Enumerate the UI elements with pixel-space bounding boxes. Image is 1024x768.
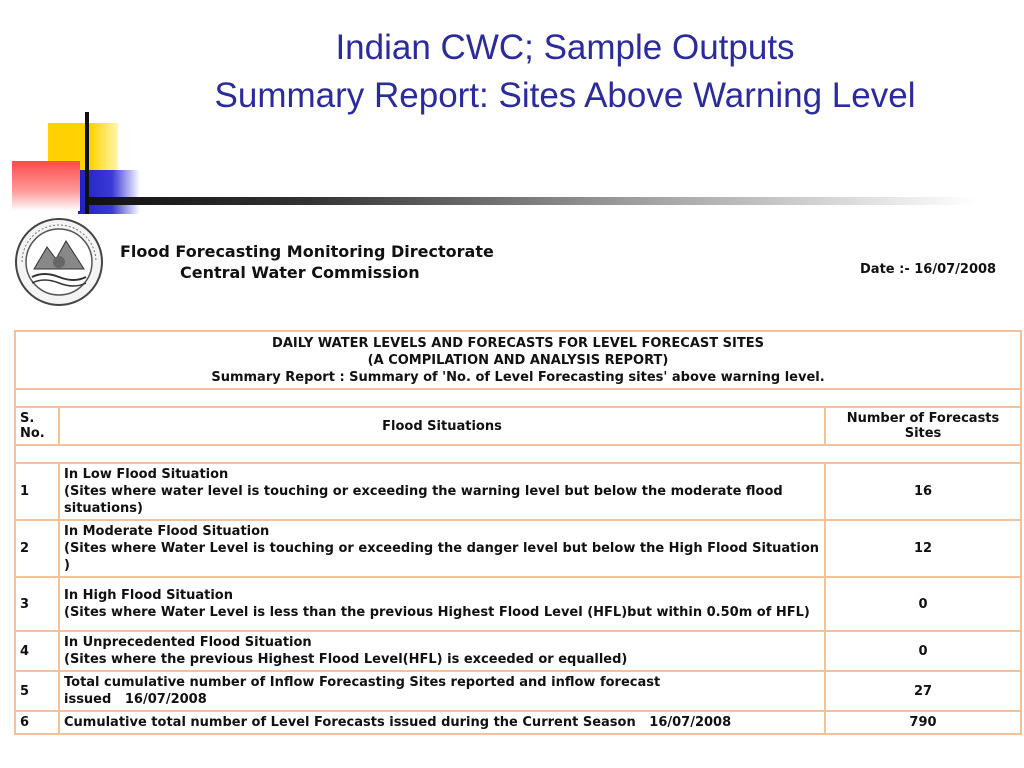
row-count: 0 bbox=[825, 631, 1021, 671]
row-description bbox=[59, 631, 825, 671]
decor-horizontal-line bbox=[86, 197, 976, 205]
table-heading-row bbox=[15, 331, 1021, 389]
row-detail: (Sites where Water Level is touching or exceeding the danger level but below the High Flood Situation ) bbox=[64, 541, 820, 573]
report-date: Date :- 16/07/2008 bbox=[860, 262, 997, 277]
column-header-row bbox=[15, 407, 1021, 445]
row-title: In Moderate Flood Situation bbox=[64, 524, 270, 539]
row-count: 0 bbox=[825, 577, 1021, 631]
row-detail: (Sites where the previous Highest Flood Level(HFL) is exceeded or equalled) bbox=[64, 652, 628, 667]
row-detail: issued 16/07/2008 bbox=[64, 692, 207, 707]
row-title: In Unprecedented Flood Situation bbox=[64, 635, 312, 650]
row-count: 12 bbox=[825, 520, 1021, 577]
row-description bbox=[59, 520, 825, 577]
row-description bbox=[59, 463, 825, 520]
column-header-count: Number of Forecasts Sites bbox=[825, 407, 1021, 445]
table-row bbox=[15, 711, 1021, 734]
slide-title bbox=[110, 24, 1020, 120]
row-sno: 2 bbox=[15, 520, 59, 577]
table-row bbox=[15, 463, 1021, 520]
row-title: In Low Flood Situation bbox=[64, 467, 229, 482]
slide-title-line1: Indian CWC; Sample Outputs bbox=[335, 28, 795, 67]
table-row bbox=[15, 671, 1021, 711]
table-row bbox=[15, 520, 1021, 577]
org-line1: Flood Forecasting Monitoring Directorate bbox=[120, 242, 494, 261]
row-description bbox=[59, 711, 825, 734]
row-sno: 5 bbox=[15, 671, 59, 711]
row-description bbox=[59, 671, 825, 711]
slide-title-line2: Summary Report: Sites Above Warning Level bbox=[214, 76, 916, 115]
column-header-situation: Flood Situations bbox=[59, 407, 825, 445]
column-header-sno: S. No. bbox=[15, 407, 59, 445]
row-title: Total cumulative number of Inflow Forecasting Sites reported and inflow forecast bbox=[64, 675, 661, 690]
cwc-emblem-icon bbox=[14, 217, 104, 307]
row-detail: (Sites where water level is touching or exceeding the warning level but below the moderate flood situations) bbox=[64, 484, 783, 516]
spacer-row bbox=[15, 389, 1021, 407]
summary-table bbox=[14, 330, 1022, 735]
table-heading bbox=[15, 331, 1021, 389]
heading-line1: DAILY WATER LEVELS AND FORECASTS FOR LEVEL FORECAST SITES bbox=[272, 335, 764, 351]
row-sno: 4 bbox=[15, 631, 59, 671]
row-count: 16 bbox=[825, 463, 1021, 520]
table-row bbox=[15, 631, 1021, 671]
row-sno: 3 bbox=[15, 577, 59, 631]
org-name bbox=[120, 241, 520, 283]
row-title: In High Flood Situation bbox=[64, 588, 233, 603]
row-detail: (Sites where Water Level is less than the previous Highest Flood Level (HFL)but within 0.50m of HFL) bbox=[64, 605, 810, 620]
table-row bbox=[15, 577, 1021, 631]
row-count: 27 bbox=[825, 671, 1021, 711]
row-title: Cumulative total number of Level Forecasts issued during the Current Season 16/07/2008 bbox=[64, 715, 732, 730]
heading-line2: (A COMPILATION AND ANALYSIS REPORT) bbox=[367, 352, 669, 368]
row-description bbox=[59, 577, 825, 631]
row-sno: 1 bbox=[15, 463, 59, 520]
decor-red-square bbox=[12, 161, 80, 211]
org-line2: Central Water Commission bbox=[180, 263, 420, 282]
row-count: 790 bbox=[825, 711, 1021, 734]
spacer-row bbox=[15, 445, 1021, 463]
row-sno: 6 bbox=[15, 711, 59, 734]
heading-line3: Summary Report : Summary of 'No. of Level Forecasting sites' above warning level. bbox=[211, 369, 825, 385]
